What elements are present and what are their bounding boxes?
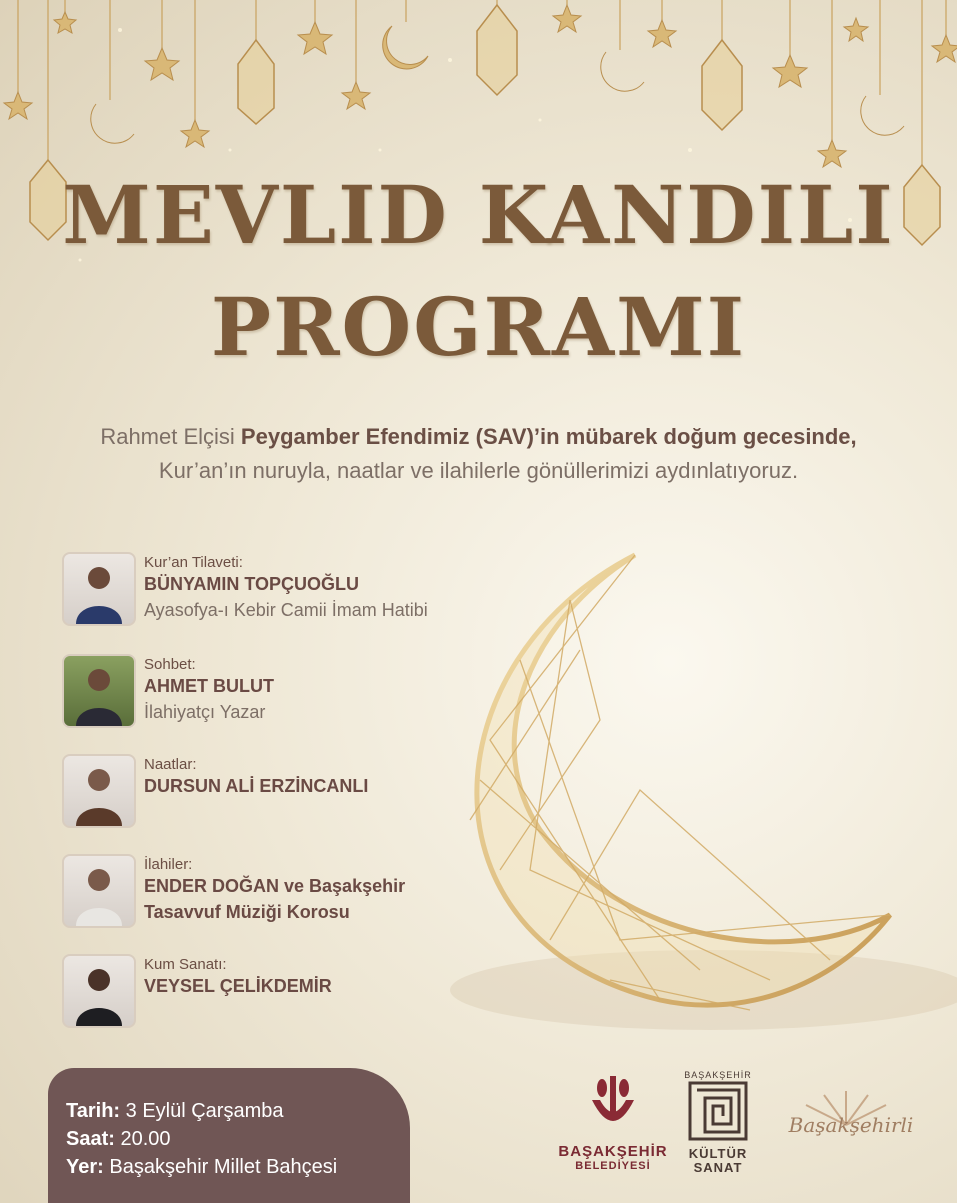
- date-value: 3 Eylül Çarşamba: [125, 1100, 284, 1122]
- place-line: [66, 1156, 337, 1179]
- culture-logo-bottom-1: KÜLTÜR: [688, 1146, 748, 1161]
- speaker-name: VEYSEL ÇELİKDEMİR: [144, 976, 332, 996]
- place-label: Yer:: [66, 1156, 104, 1178]
- speaker-role: Kum Sanatı:: [144, 956, 227, 973]
- speaker-photo: [62, 954, 136, 1028]
- intro-bold: Peygamber Efendimiz (SAV)’in mübarek doğum gecesinde,: [240, 424, 857, 449]
- speaker-title: İlahiyatçı Yazar: [144, 702, 266, 722]
- title-line-2: PROGRAMI: [210, 280, 747, 374]
- speaker-5: [62, 954, 502, 1028]
- intro-line2: Kur’an’ın nuruyla, naatlar ve ilahilerle gönüllerimizi aydınlatıyoruz.: [158, 458, 799, 483]
- date-label: Tarih:: [66, 1100, 121, 1122]
- municipality-sub: BELEDİYESİ: [575, 1160, 651, 1172]
- speaker-name: ENDER DOĞAN ve Başakşehir: [144, 876, 406, 896]
- intro-part1: Rahmet Elçisi: [100, 424, 241, 449]
- speaker-name-line2: Tasavvuf Müziği Korosu: [144, 902, 350, 922]
- speaker-role: İlahiler:: [144, 856, 193, 873]
- speaker-role: Naatlar:: [144, 756, 197, 773]
- speaker-title: Ayasofya-ı Kebir Camii İmam Hatibi: [144, 600, 428, 620]
- municipality-name: BAŞAKŞEHİR: [558, 1143, 668, 1160]
- speaker-name: DURSUN ALİ ERZİNCANLI: [144, 776, 369, 796]
- speaker-role: Kur’an Tilaveti:: [144, 554, 243, 571]
- kufic-square-icon: [687, 1080, 749, 1142]
- time-value: 20.00: [120, 1128, 171, 1150]
- speaker-4: [62, 854, 502, 928]
- intro-text: [0, 420, 957, 488]
- speaker-photo: [62, 854, 136, 928]
- speaker-name: AHMET BULUT: [144, 676, 274, 696]
- place-value: Başakşehir Millet Bahçesi: [109, 1156, 338, 1178]
- speaker-name: BÜNYAMIN TOPÇUOĞLU: [144, 574, 360, 594]
- speaker-2: [62, 654, 502, 728]
- wheat-emblem-icon: [586, 1072, 640, 1136]
- time-line: [66, 1128, 171, 1151]
- brand-script: Başakşehirli: [788, 1113, 914, 1137]
- time-label: Saat:: [66, 1128, 115, 1150]
- culture-logo-bottom-2: SANAT: [693, 1160, 743, 1175]
- date-line: [66, 1100, 283, 1123]
- title-line-1: MEVLID KANDILI: [62, 168, 895, 262]
- basaksehirli-logo: [766, 1085, 926, 1165]
- speaker-1: [62, 552, 502, 626]
- culture-logo-top: BAŞAKŞEHİR: [684, 1070, 752, 1080]
- speaker-3: [62, 754, 502, 828]
- municipality-logo: [548, 1072, 678, 1182]
- culture-art-logo: [682, 1070, 754, 1185]
- speaker-photo: [62, 552, 136, 626]
- speaker-photo: [62, 654, 136, 728]
- speaker-role: Sohbet:: [144, 656, 196, 673]
- speaker-photo: [62, 754, 136, 828]
